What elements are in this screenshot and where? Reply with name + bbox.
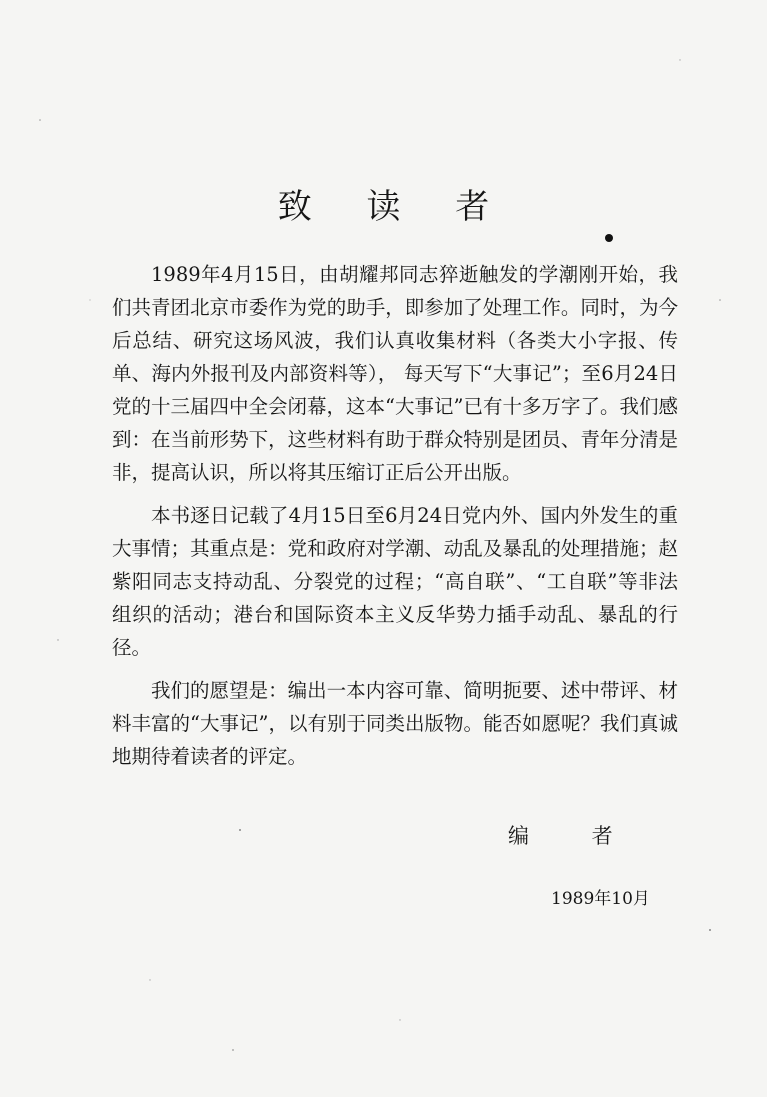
paragraph: 1989年4月15日，由胡耀邦同志猝逝触发的学潮刚开始，我们共青团北京市委作为党的助手，即参加了处理工作。同时，为今后总结、研究这场风波，我们认真收集材料（各类大小字报、传单、海内外报刊及内部资料等）， 每天写下“大事记”；至6月24日党的十三届四中全会闭幕，这本“大事记”已有十多万字了。我们感到：在当前形势下，这些材料有助于群众特别是团员、青年分清是非，提高认识，所以将其压缩订正后公开出版。 — [112, 263, 678, 484]
paragraph: 本书逐日记载了4月15日至6月24日党内外、国内外发生的重大事情；其重点是：党和政府对学潮、动乱及暴乱的处理措施；赵紫阳同志支持动乱、分裂党的过程；“高自联”、“工自联”等非法组织的活动；港台和国际资本主义反华势力插手动乱、暴乱的行径。 — [112, 504, 678, 659]
paragraph: 我们的愿望是：编出一本内容可靠、简明扼要、述中带评、材料丰富的“大事记”，以有别于同类出版物。能否如愿呢？我们真诚地期待着读者的评定。 — [112, 679, 678, 768]
date: 1989年10月 — [551, 889, 650, 909]
document-body — [112, 258, 678, 783]
page-title: 致 读 者 — [277, 187, 512, 227]
signature: 编 者 — [508, 824, 641, 848]
